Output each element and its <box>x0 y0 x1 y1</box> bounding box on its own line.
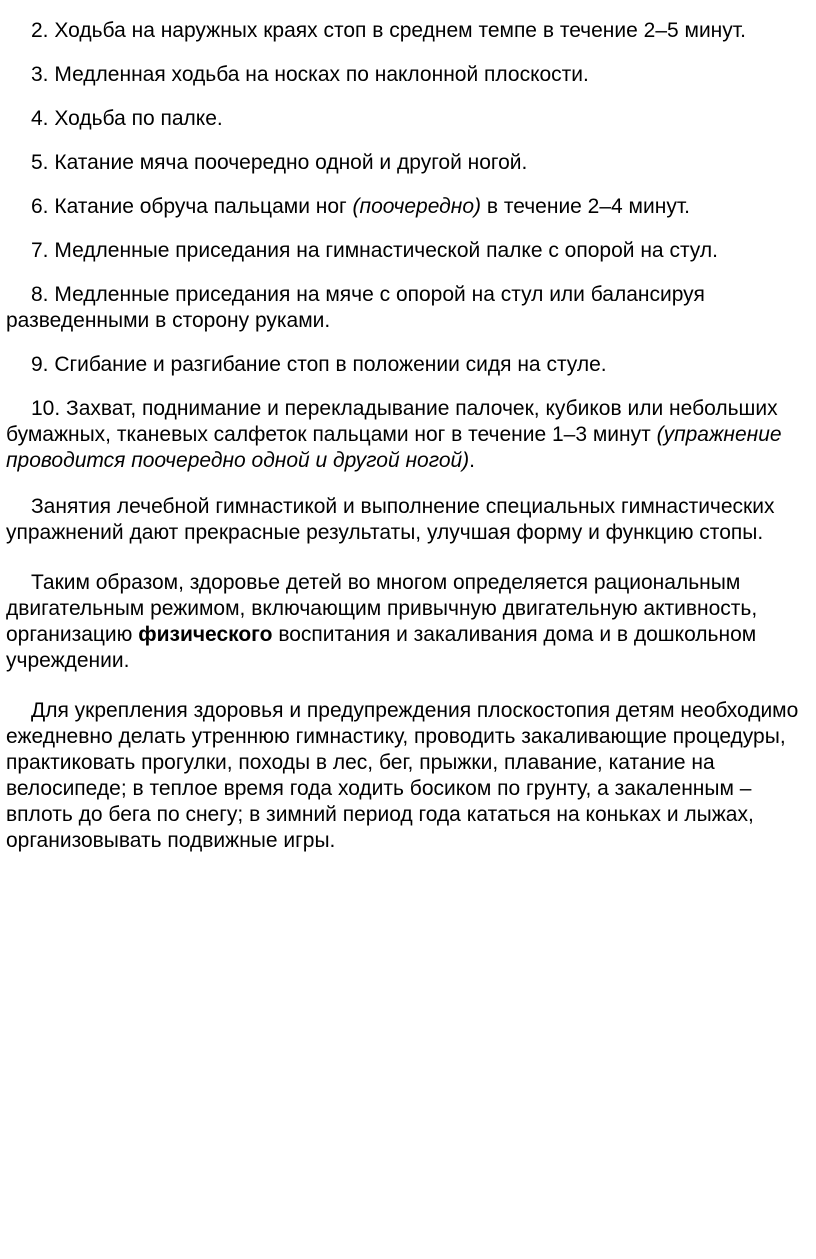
document-body <box>6 18 806 872</box>
paragraph-conclusion <box>6 570 806 674</box>
paragraph-text: Таким образом, здоровье детей во многом определяется рациональным двигательным режимом, включающим привычную двигательную активность, организацию <box>6 571 758 646</box>
paragraph-text: 6. Катание обруча пальцами ног <box>31 195 353 218</box>
exercise-2 <box>6 18 806 44</box>
paragraph-therapeutic-gymnastics <box>6 494 806 546</box>
paragraph-text-tail: воспитания и закаливания дома и в дошкольном учреждении. <box>6 623 757 672</box>
paragraph-text: 5. Катание мяча поочередно одной и другой ногой. <box>31 151 528 174</box>
paragraph-recommendations <box>6 698 806 854</box>
exercise-3 <box>6 62 806 88</box>
exercise-6 <box>6 194 806 220</box>
exercise-4 <box>6 106 806 132</box>
exercise-9 <box>6 352 806 378</box>
paragraph-bold-text: физического <box>138 623 273 646</box>
paragraph-text: Для укрепления здоровья и предупреждения плоскостопия детям необходимо ежедневно делать утреннюю гимнастику, проводить закаливающие процедуры, практиковать прогулки, походы в лес, бег, прыжки, плавание, катание на велосипеде; в теплое время года ходить босиком по грунту, а закаленным – вплоть до бега по снегу; в зимний период года кататься на коньках и лыжах, организовывать подвижные игры. <box>6 699 799 852</box>
paragraph-text: 4. Ходьба по палке. <box>31 107 223 130</box>
paragraph-text: 10. Захват, поднимание и перекладывание палочек, кубиков или небольших бумажных, тканевых салфеток пальцами ног в течение 1–3 минут <box>6 397 778 446</box>
paragraph-text: 7. Медленные приседания на гимнастической палке с опорой на стул. <box>31 239 718 262</box>
paragraph-text-tail: . <box>469 449 476 472</box>
exercise-8 <box>6 282 806 334</box>
paragraph-text: 2. Ходьба на наружных краях стоп в среднем темпе в течение 2–5 минут. <box>31 19 746 42</box>
paragraph-text: 9. Сгибание и разгибание стоп в положении сидя на стуле. <box>31 353 607 376</box>
exercise-7 <box>6 238 806 264</box>
paragraph-text-tail: в течение 2–4 минут. <box>481 195 690 218</box>
paragraph-text: Занятия лечебной гимнастикой и выполнение специальных гимнастических упражнений дают прекрасные результаты, улучшая форму и функцию стопы. <box>6 495 775 544</box>
paragraph-italic-text: (поочередно) <box>352 195 482 218</box>
exercise-10 <box>6 396 806 474</box>
paragraph-text: 3. Медленная ходьба на носках по наклонной плоскости. <box>31 63 589 86</box>
exercise-5 <box>6 150 806 176</box>
paragraph-italic-text: (упражнение проводится поочередно одной и другой ногой) <box>6 423 782 472</box>
paragraph-text: 8. Медленные приседания на мяче с опорой на стул или балансируя разведенными в сторону руками. <box>6 283 705 332</box>
